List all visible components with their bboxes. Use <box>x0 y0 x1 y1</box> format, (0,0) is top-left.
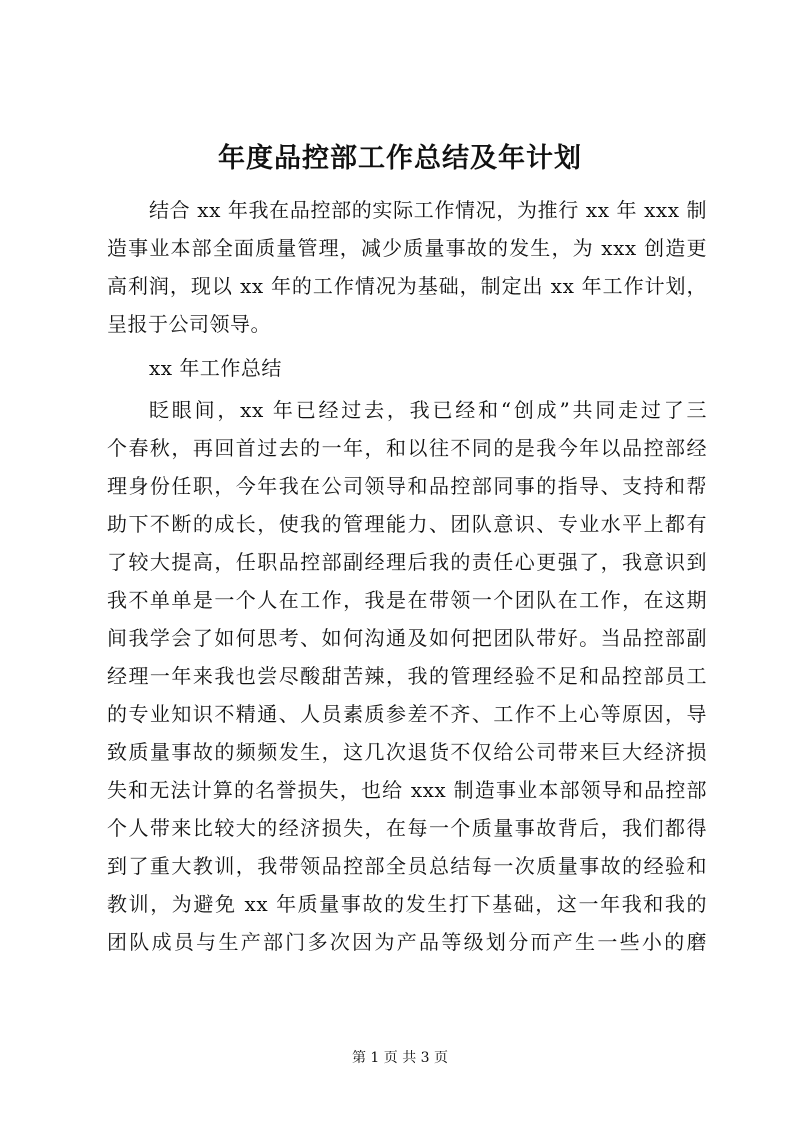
section-heading: xx 年工作总结 <box>149 356 282 380</box>
paragraph-line: 团队成员与生产部门多次因为产品等级划分而产生一些小的磨 <box>107 930 707 954</box>
paragraph-line: 到了重大教训，我带领品控部全员总结每一次质量事故的经验和 <box>107 854 707 878</box>
paragraph-line: 经理一年来我也尝尽酸甜苦辣，我的管理经验不足和品控部员工 <box>107 664 707 688</box>
paragraph-line: 个人带来比较大的经济损失，在每一个质量事故背后，我们都得 <box>107 816 707 840</box>
paragraph-line: 个春秋，再回首过去的一年，和以往不同的是我今年以品控部经 <box>107 436 707 460</box>
paragraph-line: 的专业知识不精通、人员素质参差不齐、工作不上心等原因，导 <box>107 702 707 726</box>
document-title: 年度品控部工作总结及年计划 <box>218 143 582 174</box>
paragraph-line: 理身份任职，今年我在公司领导和品控部同事的指导、支持和帮 <box>107 474 707 498</box>
page-number-footer: 第 1 页 共 3 页 <box>351 1050 449 1066</box>
paragraph-line: 眨眼间，xx 年已经过去，我已经和“创成”共同走过了三 <box>149 398 707 422</box>
paragraph-line: 致质量事故的频频发生，这几次退货不仅给公司带来巨大经济损 <box>107 740 707 764</box>
paragraph-line: 失和无法计算的名誉损失，也给 xxx 制造事业本部领导和品控部 <box>107 778 707 802</box>
paragraph-line: 造事业本部全面质量管理，减少质量事故的发生，为 xxx 创造更 <box>107 236 707 260</box>
paragraph-line: 高利润，现以 xx 年的工作情况为基础，制定出 xx 年工作计划， <box>107 274 707 298</box>
paragraph-line: 间我学会了如何思考、如何沟通及如何把团队带好。当品控部副 <box>107 626 707 650</box>
paragraph-line: 呈报于公司领导。 <box>107 312 271 336</box>
paragraph-line: 结合 xx 年我在品控部的实际工作情况，为推行 xx 年 xxx 制 <box>149 198 707 222</box>
paragraph-line: 助下不断的成长，使我的管理能力、团队意识、专业水平上都有 <box>107 512 707 536</box>
paragraph-line: 了较大提高，任职品控部副经理后我的责任心更强了，我意识到 <box>107 550 707 574</box>
paragraph-line: 教训，为避免 xx 年质量事故的发生打下基础，这一年我和我的 <box>107 892 707 916</box>
paragraph-line: 我不单单是一个人在工作，我是在带领一个团队在工作，在这期 <box>107 588 707 612</box>
